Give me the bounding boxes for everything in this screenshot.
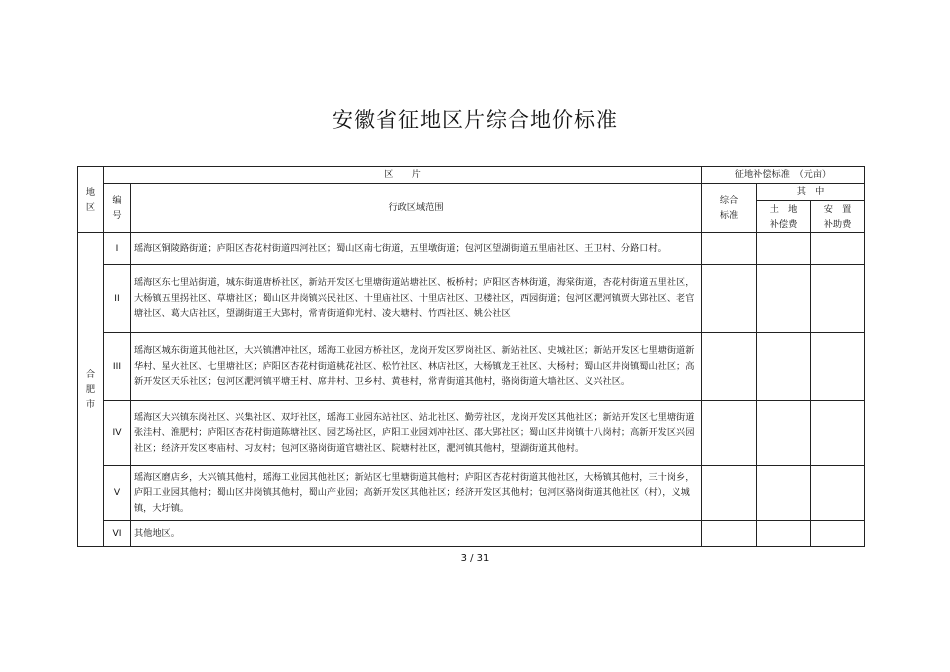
- header-text-line: 肥: [85, 384, 96, 395]
- table-row: [78, 233, 865, 265]
- row-composite: [702, 265, 757, 333]
- header-text-line: 综合: [719, 195, 739, 206]
- row-number: I: [104, 233, 131, 265]
- header-text-line: 地: [85, 186, 96, 198]
- city-cell: [78, 233, 104, 547]
- row-resettle: [811, 265, 865, 333]
- header-text-line: 安 置: [823, 203, 852, 215]
- row-number: V: [104, 466, 131, 521]
- header-text-line: 土 地: [769, 203, 798, 215]
- region-header-text: [78, 185, 103, 215]
- row-number: III: [104, 333, 131, 401]
- row-resettle: [811, 521, 865, 547]
- row-land-comp: [757, 233, 811, 265]
- row-composite: [702, 521, 757, 547]
- header-text-line: 补助费: [823, 218, 852, 230]
- header-row-2: [78, 184, 865, 201]
- scope-header: 行政区域范围: [131, 184, 702, 233]
- table-row: [78, 521, 865, 547]
- row-resettle: [811, 401, 865, 466]
- row-composite: [702, 466, 757, 521]
- header-text-line: 号: [112, 210, 122, 221]
- composite-header: [702, 184, 757, 233]
- row-number: II: [104, 265, 131, 333]
- row-scope: 瑶海区东七里站街道，城东街道唐桥社区，新站开发区七里塘街道站塘社区、板桥村；庐阳区杏林街道，海棠街道，杏花村街道五里社区，大杨镇五里拐社区、草塘社区；蜀山区井岗镇兴民社区、十里庙社区、十里店社区、卫楼社区，西园街道；包河区淝河镇贾大郢社区、老官塘社区、葛大店社区，望湖街道王大郢村，常青街道仰光村、凌大塘村、竹西社区、姚公社区: [131, 265, 702, 333]
- row-resettle: [811, 333, 865, 401]
- row-land-comp: [757, 521, 811, 547]
- resettle-header: [811, 201, 865, 233]
- row-resettle: [811, 233, 865, 265]
- header-row-1: [78, 167, 865, 184]
- of-which-header: 其 中: [757, 184, 865, 201]
- header-text-line: 补偿费: [769, 218, 798, 230]
- row-composite: [702, 401, 757, 466]
- row-composite: [702, 233, 757, 265]
- row-scope: 其他地区。: [131, 521, 702, 547]
- table-row: [78, 265, 865, 333]
- row-scope: 瑶海区大兴镇东岗社区、兴集社区、双圩社区，瑶海工业园东站社区、站北社区、勤劳社区，龙岗开发区其他社区；新站开发区七里塘街道张洼村、淮肥村；庐阳区杏花村街道陈塘社区、园艺场社区，庐阳工业园刘冲社区、邵大郢社区；蜀山区井岗镇十八岗村；高新开发区兴园社区；经济开发区枣庙村、习友村；包河区骆岗街道官塘社区、院塘村社区，淝河镇其他村，望湖街道其他村。: [131, 401, 702, 466]
- compensation-header: 征地补偿标准 （元亩）: [702, 167, 865, 184]
- table-row: [78, 401, 865, 466]
- row-number: IV: [104, 401, 131, 466]
- header-text-line: 标准: [719, 210, 739, 221]
- row-land-comp: [757, 265, 811, 333]
- region-header: [78, 167, 104, 233]
- page-title: 安徽省征地区片综合地价标准: [332, 108, 618, 132]
- table-row: [78, 333, 865, 401]
- land-comp-header: [757, 201, 811, 233]
- table-row: [78, 466, 865, 521]
- row-scope: 瑶海区城东街道其他社区，大兴镇漕冲社区，瑶海工业园方桥社区，龙岗开发区罗岗社区、新站社区、史城社区；新站开发区七里塘街道新华村、星火社区、七里塘社区；庐阳区杏花村街道桃花社区、松竹社区、林店社区，大杨镇龙王社区、大杨村；蜀山区井岗镇蜀山社区；高新开发区天乐社区；包河区淝河镇平塘王村、席井村、卫乡村、黄巷村，常青街道其他村，骆岗街道大墙社区、义兴社区。: [131, 333, 702, 401]
- zone-header: 区 片: [104, 167, 702, 184]
- row-number: VI: [104, 521, 131, 547]
- header-text-line: 区: [85, 201, 96, 213]
- row-resettle: [811, 466, 865, 521]
- header-text-line: 编: [112, 195, 122, 206]
- row-land-comp: [757, 466, 811, 521]
- row-composite: [702, 333, 757, 401]
- row-land-comp: [757, 333, 811, 401]
- row-land-comp: [757, 401, 811, 466]
- header-text-line: 市: [85, 399, 96, 410]
- header-text-line: 合: [85, 369, 96, 380]
- row-scope: 瑶海区磨店乡，大兴镇其他村，瑶海工业园其他社区；新站区七里塘街道其他村；庐阳区杏花村街道其他社区，大杨镇其他村，三十岗乡，庐阳工业园其他村；蜀山区井岗镇其他村，蜀山产业园；高新开发区其他社区；经济开发区其他村；包河区骆岗街道其他社区（村），义城镇，大圩镇。: [131, 466, 702, 521]
- number-header: [104, 184, 131, 233]
- row-scope: 瑶海区铜陵路街道；庐阳区杏花村街道四河社区；蜀山区南七街道，五里墩街道；包河区望湖街道五里庙社区、王卫村、分路口村。: [131, 233, 702, 265]
- page-number: 3 / 31: [460, 553, 490, 564]
- land-price-table: [77, 166, 865, 547]
